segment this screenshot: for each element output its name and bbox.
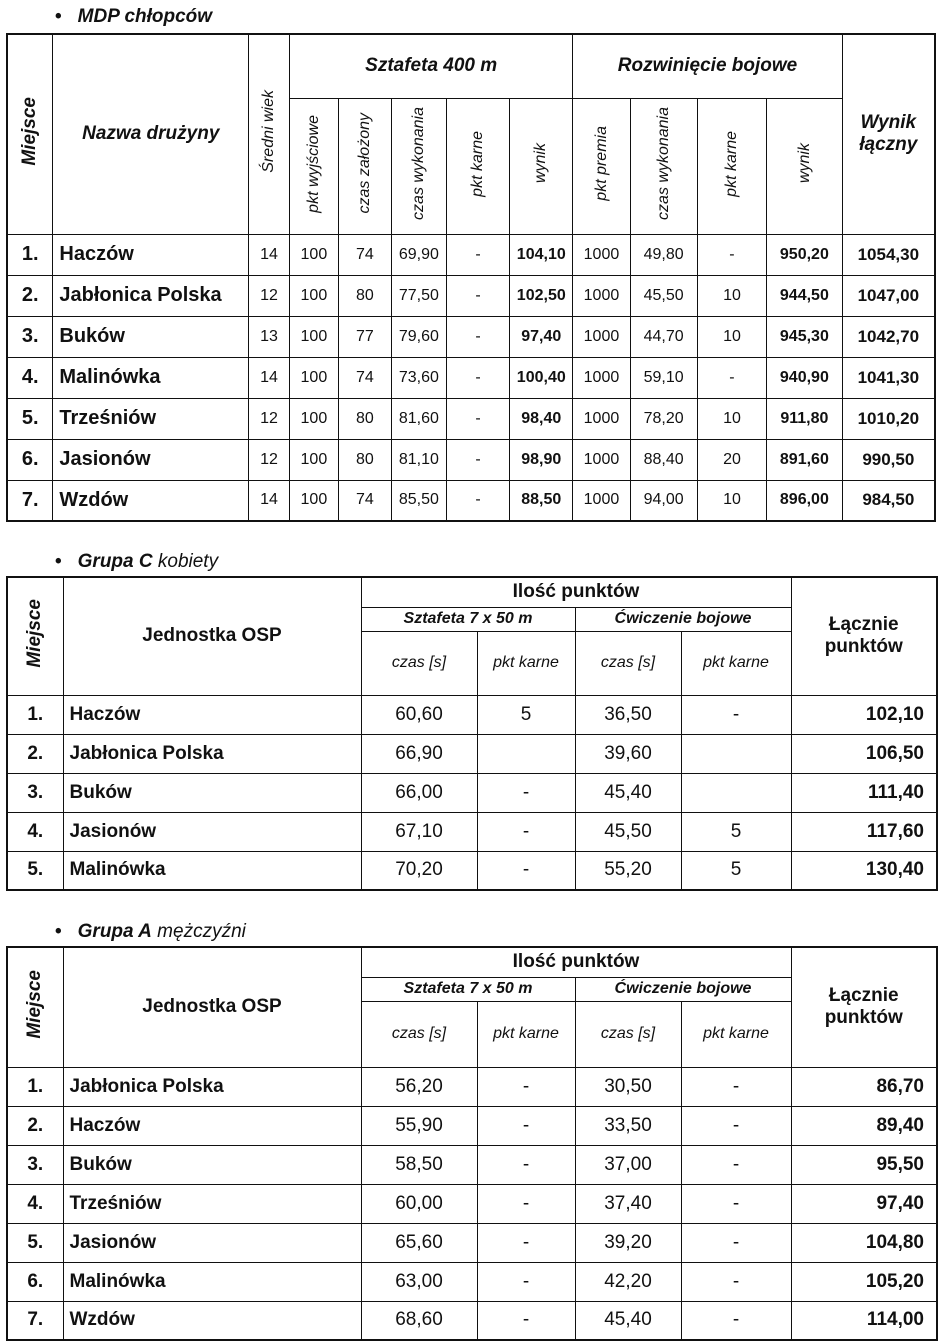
team-name-cell: Jabłonica Polska [53, 275, 249, 316]
cell: 59,10 [630, 357, 697, 398]
total-cell: 990,50 [842, 439, 935, 480]
grupa-c-table [6, 576, 938, 891]
total-cell: 114,00 [791, 1301, 937, 1340]
table-row [7, 695, 937, 734]
result-cell: 896,00 [767, 480, 843, 521]
cell: - [681, 1145, 791, 1184]
cell: 85,50 [391, 480, 446, 521]
header-place-text: Miejsce [18, 97, 40, 167]
cell: 81,10 [391, 439, 446, 480]
place-cell: 2. [7, 1106, 63, 1145]
table-row [7, 275, 935, 316]
cell: - [477, 1106, 575, 1145]
subheader-text: wynik [532, 143, 550, 184]
cell: 60,00 [361, 1184, 477, 1223]
cell: - [477, 812, 575, 851]
cell: 36,50 [575, 695, 681, 734]
cell: 100 [289, 234, 338, 275]
cell: 55,20 [575, 851, 681, 890]
cell: 39,60 [575, 734, 681, 773]
cell: 1000 [573, 275, 630, 316]
cell: - [697, 234, 766, 275]
cell: - [446, 357, 509, 398]
cell: 49,80 [630, 234, 697, 275]
result-cell: 950,20 [767, 234, 843, 275]
cell: 100 [289, 439, 338, 480]
result-cell: 891,60 [767, 439, 843, 480]
header-place-text: Miejsce [23, 599, 45, 669]
header-combat-penalty: pkt karne [681, 1001, 791, 1067]
place-cell: 5. [7, 1223, 63, 1262]
team-name-cell: Haczów [53, 234, 249, 275]
result-cell: 88,50 [510, 480, 573, 521]
cell: - [681, 1184, 791, 1223]
total-cell: 102,10 [791, 695, 937, 734]
cell: 12 [249, 398, 290, 439]
result-cell: 97,40 [510, 316, 573, 357]
cell: - [477, 1223, 575, 1262]
cell: 68,60 [361, 1301, 477, 1340]
cell: 70,20 [361, 851, 477, 890]
cell: 42,20 [575, 1262, 681, 1301]
cell: 44,70 [630, 316, 697, 357]
cell: 45,40 [575, 773, 681, 812]
table-row [7, 812, 937, 851]
place-cell: 5. [7, 851, 63, 890]
team-name-cell: Jasionów [53, 439, 249, 480]
cell: - [477, 1067, 575, 1106]
cell: 1000 [573, 398, 630, 439]
cell: - [446, 234, 509, 275]
header-relay: Sztafeta 7 x 50 m [361, 977, 575, 1001]
cell: - [477, 851, 575, 890]
header-unit: Jednostka OSP [63, 947, 361, 1067]
cell: 45,50 [575, 812, 681, 851]
table-row [7, 316, 935, 357]
cell: 10 [697, 316, 766, 357]
header-combat: Ćwiczenie bojowe [575, 607, 791, 631]
header-combat-time: czas [s] [575, 1001, 681, 1067]
cell: 30,50 [575, 1067, 681, 1106]
cell: - [681, 1067, 791, 1106]
header-place [7, 34, 53, 234]
unit-name-cell: Haczów [63, 695, 361, 734]
header-unit: Jednostka OSP [63, 577, 361, 695]
place-cell: 6. [7, 439, 53, 480]
cell: 67,10 [361, 812, 477, 851]
header-points: Ilość punktów [361, 947, 791, 977]
section-title-mdp [55, 6, 212, 28]
table-row [7, 1067, 937, 1106]
cell: - [446, 316, 509, 357]
grupa-a-table [6, 946, 938, 1341]
header-total: Łącznie punktów [791, 577, 937, 695]
place-cell: 7. [7, 480, 53, 521]
subheader-text: czas wykonania [410, 107, 428, 220]
unit-name-cell: Trześniów [63, 1184, 361, 1223]
total-cell: 97,40 [791, 1184, 937, 1223]
cell: - [477, 1301, 575, 1340]
header-age-text: Średni wiek [260, 90, 278, 174]
unit-name-cell: Buków [63, 773, 361, 812]
section-title-text: MDP chłopców [77, 6, 213, 27]
section-title-rest: kobiety [152, 551, 219, 572]
header-team: Nazwa drużyny [53, 34, 249, 234]
cell: 10 [697, 275, 766, 316]
total-cell: 117,60 [791, 812, 937, 851]
result-cell: 104,10 [510, 234, 573, 275]
cell: - [681, 1223, 791, 1262]
cell [681, 773, 791, 812]
unit-name-cell: Buków [63, 1145, 361, 1184]
cell: 1000 [573, 439, 630, 480]
place-cell: 1. [7, 1067, 63, 1106]
cell: 45,50 [630, 275, 697, 316]
total-cell: 95,50 [791, 1145, 937, 1184]
cell: - [681, 1106, 791, 1145]
cell: - [477, 773, 575, 812]
place-cell: 3. [7, 773, 63, 812]
table-row [7, 439, 935, 480]
cell: - [681, 1301, 791, 1340]
result-cell: 945,30 [767, 316, 843, 357]
cell: 37,00 [575, 1145, 681, 1184]
cell: - [681, 1262, 791, 1301]
subheader-text: pkt wyjściowe [305, 114, 323, 213]
unit-name-cell: Jasionów [63, 812, 361, 851]
subheader-text: pkt karne [469, 130, 487, 197]
result-cell: 944,50 [767, 275, 843, 316]
cell: 74 [338, 357, 391, 398]
table-row [7, 1301, 937, 1340]
cell: 39,20 [575, 1223, 681, 1262]
place-cell: 3. [7, 1145, 63, 1184]
mdp-table [6, 33, 936, 522]
team-name-cell: Trześniów [53, 398, 249, 439]
cell: 100 [289, 398, 338, 439]
section-title-rest: mężczyźni [151, 921, 246, 942]
cell [477, 734, 575, 773]
section-title-grupa-c [55, 551, 218, 573]
header-relay: Sztafeta 7 x 50 m [361, 607, 575, 631]
cell: 10 [697, 480, 766, 521]
cell: 37,40 [575, 1184, 681, 1223]
cell: 88,40 [630, 439, 697, 480]
result-cell: 98,90 [510, 439, 573, 480]
header-relay-time: czas [s] [361, 631, 477, 695]
table-row [7, 734, 937, 773]
table-row [7, 773, 937, 812]
unit-name-cell: Malinówka [63, 851, 361, 890]
total-cell: 1010,20 [842, 398, 935, 439]
cell: 79,60 [391, 316, 446, 357]
cell: 77,50 [391, 275, 446, 316]
cell: 14 [249, 480, 290, 521]
cell: 63,00 [361, 1262, 477, 1301]
unit-name-cell: Jabłonica Polska [63, 734, 361, 773]
cell: 77 [338, 316, 391, 357]
header-relay: Sztafeta 400 m [289, 34, 572, 98]
header-relay-time: czas [s] [361, 1001, 477, 1067]
total-cell: 111,40 [791, 773, 937, 812]
header-combat: Rozwinięcie bojowe [573, 34, 842, 98]
header-total: Łącznie punktów [791, 947, 937, 1067]
subheader-1 [338, 98, 391, 234]
place-cell: 4. [7, 812, 63, 851]
cell: 66,90 [361, 734, 477, 773]
place-cell: 1. [7, 234, 53, 275]
total-cell: 89,40 [791, 1106, 937, 1145]
header-combat-time: czas [s] [575, 631, 681, 695]
bullet: • [55, 921, 62, 942]
bullet: • [55, 551, 62, 572]
cell: 80 [338, 275, 391, 316]
cell: 5 [477, 695, 575, 734]
cell: 20 [697, 439, 766, 480]
place-cell: 4. [7, 1184, 63, 1223]
subheader-text: wynik [795, 143, 813, 184]
place-cell: 3. [7, 316, 53, 357]
table-row [7, 851, 937, 890]
cell: 100 [289, 357, 338, 398]
cell: 100 [289, 275, 338, 316]
place-cell: 2. [7, 734, 63, 773]
bullet: • [55, 6, 62, 27]
cell: 74 [338, 234, 391, 275]
cell: 14 [249, 357, 290, 398]
table-row [7, 1184, 937, 1223]
cell: 14 [249, 234, 290, 275]
cell: 65,60 [361, 1223, 477, 1262]
section-title-grupa-a [55, 921, 246, 943]
total-cell: 1047,00 [842, 275, 935, 316]
place-cell: 2. [7, 275, 53, 316]
header-combat: Ćwiczenie bojowe [575, 977, 791, 1001]
subheader-6 [630, 98, 697, 234]
team-name-cell: Buków [53, 316, 249, 357]
cell: 60,60 [361, 695, 477, 734]
cell: 1000 [573, 234, 630, 275]
subheader-text: czas wykonania [654, 107, 672, 220]
section-title-bold: Grupa A [77, 921, 152, 942]
cell: 1000 [573, 480, 630, 521]
team-name-cell: Malinówka [53, 357, 249, 398]
cell: 58,50 [361, 1145, 477, 1184]
cell: 33,50 [575, 1106, 681, 1145]
header-place [7, 577, 63, 695]
cell: 69,90 [391, 234, 446, 275]
header-place [7, 947, 63, 1067]
cell: - [697, 357, 766, 398]
subheader-4 [510, 98, 573, 234]
cell: 1000 [573, 316, 630, 357]
table-row [7, 1262, 937, 1301]
unit-name-cell: Jasionów [63, 1223, 361, 1262]
subheader-5 [573, 98, 630, 234]
cell: 100 [289, 316, 338, 357]
cell: 45,40 [575, 1301, 681, 1340]
header-relay-penalty: pkt karne [477, 1001, 575, 1067]
cell: 100 [289, 480, 338, 521]
table-row [7, 480, 935, 521]
subheader-text: pkt karne [723, 130, 741, 197]
cell: 81,60 [391, 398, 446, 439]
result-cell: 102,50 [510, 275, 573, 316]
table-row [7, 1106, 937, 1145]
subheader-7 [697, 98, 766, 234]
header-combat-penalty: pkt karne [681, 631, 791, 695]
cell: - [446, 275, 509, 316]
cell: 12 [249, 439, 290, 480]
place-cell: 5. [7, 398, 53, 439]
cell: - [446, 480, 509, 521]
total-cell: 984,50 [842, 480, 935, 521]
cell: 80 [338, 439, 391, 480]
total-cell: 106,50 [791, 734, 937, 773]
header-age [249, 34, 290, 234]
unit-name-cell: Haczów [63, 1106, 361, 1145]
cell: - [477, 1145, 575, 1184]
subheader-8 [767, 98, 843, 234]
result-cell: 940,90 [767, 357, 843, 398]
header-total: Wynik łączny [842, 34, 935, 234]
unit-name-cell: Malinówka [63, 1262, 361, 1301]
cell: - [446, 398, 509, 439]
unit-name-cell: Wzdów [63, 1301, 361, 1340]
place-cell: 7. [7, 1301, 63, 1340]
cell: 56,20 [361, 1067, 477, 1106]
cell: - [477, 1184, 575, 1223]
subheader-3 [446, 98, 509, 234]
subheader-2 [391, 98, 446, 234]
section-title-bold: Grupa C [77, 551, 153, 572]
team-name-cell: Wzdów [53, 480, 249, 521]
total-cell: 1042,70 [842, 316, 935, 357]
cell: - [477, 1262, 575, 1301]
total-cell: 1041,30 [842, 357, 935, 398]
header-place-text: Miejsce [23, 970, 45, 1040]
total-cell: 86,70 [791, 1067, 937, 1106]
cell: 10 [697, 398, 766, 439]
place-cell: 6. [7, 1262, 63, 1301]
unit-name-cell: Jabłonica Polska [63, 1067, 361, 1106]
cell [681, 734, 791, 773]
cell: - [681, 695, 791, 734]
cell: 80 [338, 398, 391, 439]
cell: 55,90 [361, 1106, 477, 1145]
header-relay-penalty: pkt karne [477, 631, 575, 695]
cell: 73,60 [391, 357, 446, 398]
cell: 78,20 [630, 398, 697, 439]
table-row [7, 1223, 937, 1262]
table-row [7, 357, 935, 398]
cell: - [446, 439, 509, 480]
table-row [7, 1145, 937, 1184]
table-row [7, 234, 935, 275]
result-cell: 98,40 [510, 398, 573, 439]
total-cell: 1054,30 [842, 234, 935, 275]
table-row [7, 398, 935, 439]
subheader-text: pkt premia [592, 126, 610, 201]
header-points: Ilość punktów [361, 577, 791, 607]
place-cell: 4. [7, 357, 53, 398]
total-cell: 104,80 [791, 1223, 937, 1262]
total-cell: 105,20 [791, 1262, 937, 1301]
cell: 13 [249, 316, 290, 357]
cell: 74 [338, 480, 391, 521]
cell: 5 [681, 851, 791, 890]
total-cell: 130,40 [791, 851, 937, 890]
cell: 66,00 [361, 773, 477, 812]
place-cell: 1. [7, 695, 63, 734]
cell: 1000 [573, 357, 630, 398]
cell: 94,00 [630, 480, 697, 521]
result-cell: 911,80 [767, 398, 843, 439]
result-cell: 100,40 [510, 357, 573, 398]
cell: 12 [249, 275, 290, 316]
subheader-text: czas założony [356, 113, 374, 214]
cell: 5 [681, 812, 791, 851]
subheader-0 [289, 98, 338, 234]
